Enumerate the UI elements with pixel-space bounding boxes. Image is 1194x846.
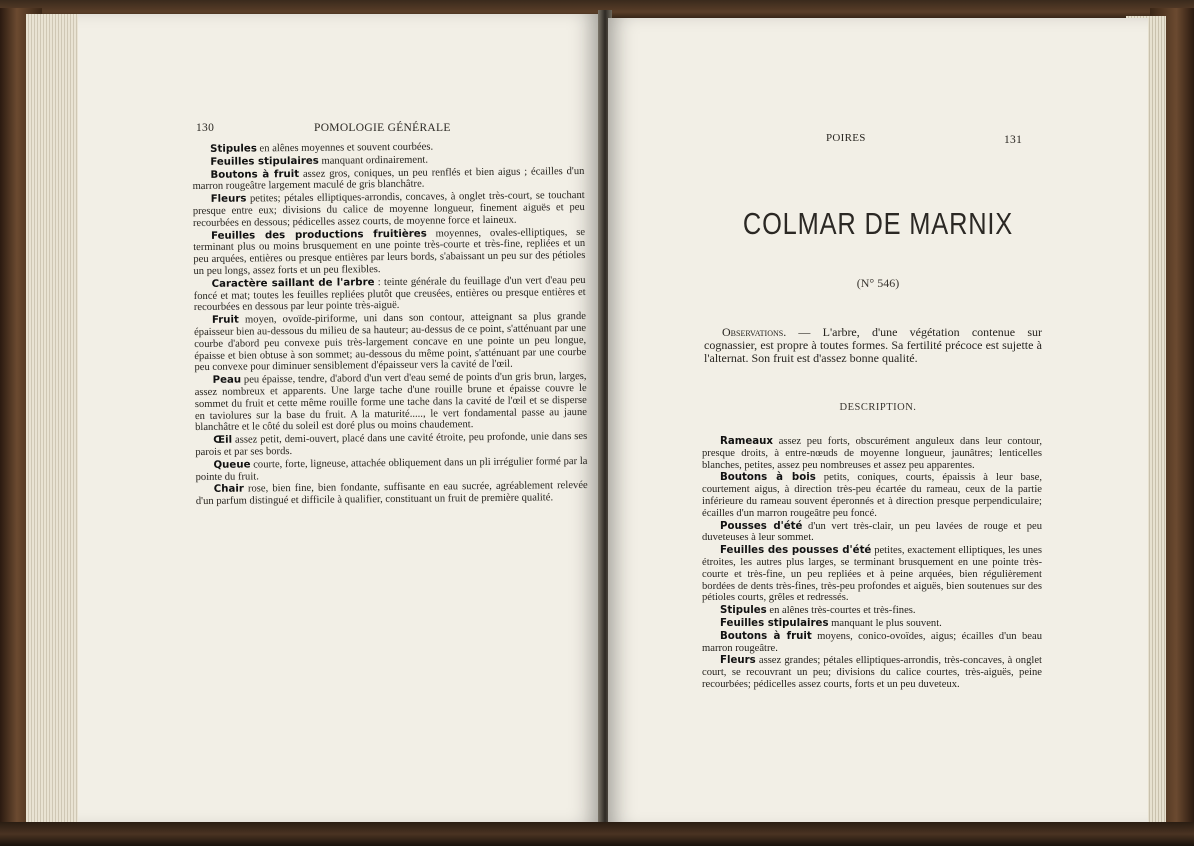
- description-paragraph: [702, 618, 1042, 630]
- paragraph-text: manquant ordinairement.: [318, 154, 429, 167]
- paragraph-label: Fleurs: [720, 655, 756, 667]
- paragraph-text: assez gros, coniques, un peu renflés et bien aigus ; écailles d'un marron rougeâtre largement maculé de gris blanchâtre.: [192, 165, 585, 193]
- paragraph-text: d'un vert très-clair, un peu lavées de rouge et peu duveteuses à leur sommet.: [702, 520, 1042, 544]
- paragraph-label: Feuilles stipulaires: [210, 155, 319, 168]
- left-page-number: 130: [196, 122, 215, 134]
- paragraph-text: assez petit, demi-ouvert, placé dans une cavité étroite, peu profonde, unie dans ses parois et par ses bords.: [195, 431, 588, 458]
- paragraph-label: Œil: [213, 434, 233, 446]
- book-bottom-edge: [0, 822, 1194, 846]
- paragraph-label: Boutons à bois: [720, 472, 816, 484]
- paragraph-text: : teinte générale du feuillage d'un vert d'eau peu foncé et mat; toutes les feuilles repliées plutôt que creusées, entières ou presque entières et recourbées en dessous par leur pointe très-aiguë.: [193, 274, 586, 314]
- description-paragraph: [195, 456, 587, 484]
- description-paragraph: [702, 605, 1042, 617]
- description-paragraph: [702, 436, 1042, 471]
- paragraph-label: Chair: [213, 483, 244, 496]
- paragraph-label: Caractère saillant de l'arbre: [211, 276, 375, 290]
- paragraph-text: petits, coniques, courts, épaissis à leur base, courtement aigus, à direction très-peu écartée du rameau, ceux de la partie inférieure du rameau souvent éperonnés et à direction presque perpendiculaire; écailles d'un marron rougeâtre peu foncé.: [702, 472, 1042, 519]
- paragraph-label: Feuilles stipulaires: [720, 617, 829, 629]
- description-paragraph: [702, 521, 1042, 545]
- description-paragraph: [195, 431, 587, 459]
- left-page-stack: [26, 14, 86, 826]
- right-text-column: [702, 436, 1042, 692]
- paragraph-text: courte, forte, ligneuse, attachée obliquement dans un pli irrégulier formé par la pointe du fruit.: [195, 455, 588, 483]
- paragraph-text: moyen, ovoïde-piriforme, uni dans son contour, atteignant sa plus grande épaisseur bien au-dessous du milieu de sa hauteur; au-dessus de ce point, s'atténuant par une courbe d'abord peu convexe puis très-largement concave en une pointe un peu longue, épaisse et bien obtuse à son sommet; au-dessous du même point, s'atténuant par une courbe peu convexe pour diminuer sensiblement d'épaisseur vers la cavité de l'œil.: [194, 311, 587, 374]
- paragraph-label: Peau: [212, 374, 242, 387]
- description-paragraph: [193, 227, 585, 278]
- paragraph-label: Stipules: [720, 605, 767, 617]
- paragraph-label: Stipules: [210, 143, 257, 155]
- paragraph-label: Boutons à fruit: [210, 168, 300, 181]
- paragraph-text: peu épaisse, tendre, d'abord d'un vert d'eau semé de points d'un gris brun, larges, assez nombreux et apparents. Une large tache d'une rouille brune et épaisse couvre le sommet du fruit et cette même rouille forme une tache dans la cavité de l'œil et se disperse en taviolures sur la base du fruit. A la maturité....., le vert fondamental passe au jaune blanchâtre et le côté du soleil est doré plus ou moins chaudement.: [194, 371, 587, 434]
- paragraph-text: en alênes très-courtes et très-fines.: [766, 605, 916, 617]
- left-text-column: [192, 140, 588, 509]
- right-page: [608, 18, 1148, 826]
- variety-title: COLMAR DE MARNIX: [742, 206, 1014, 241]
- paragraph-label: Rameaux: [720, 436, 773, 447]
- description-paragraph: [194, 311, 587, 374]
- paragraph-text: moyens, conico-ovoïdes, aigus; écailles d'un beau marron rougeâtre.: [702, 630, 1042, 654]
- paragraph-label: Boutons à fruit: [720, 630, 812, 642]
- paragraph-label: Pousses d'été: [720, 520, 803, 532]
- observations-label: Observations.: [722, 325, 787, 339]
- left-running-head: POMOLOGIE GÉNÉRALE: [314, 122, 451, 134]
- observations-text: — L'arbre, d'une végétation contenue sur cognassier, est propre à toutes formes. Sa fertilité précoce est sujette à l'alternat. Son fruit est d'assez bonne qualité.: [704, 325, 1042, 365]
- paragraph-label: Feuilles des productions fruitières: [211, 228, 427, 242]
- paragraph-text: en alênes moyennes et souvent courbées.: [256, 141, 434, 155]
- description-heading: DESCRIPTION.: [839, 402, 917, 413]
- description-paragraph: [702, 631, 1042, 655]
- description-paragraph: [195, 371, 588, 434]
- paragraph-text: rose, bien fine, bien fondante, suffisante en eau sucrée, agréablement relevée d'un parfum distingué et difficile à qualifier, constituant un fruit de première qualité.: [195, 480, 588, 508]
- paragraph-text: assez peu forts, obscurément anguleux dans leur contour, presque droits, à entre-nœuds de moyenne longueur, jaunâtres; lenticelles blanches, petites, assez peu nombreuses et assez peu apparentes.: [702, 436, 1042, 471]
- paragraph-label: Fruit: [211, 314, 239, 327]
- description-paragraph: [702, 472, 1042, 519]
- description-paragraph: [194, 275, 586, 314]
- description-paragraph: [192, 166, 584, 194]
- paragraph-text: petites; pétales elliptiques-arrondis, concaves, à onglet très-court, se touchant presque entre eux; divisions du calice de moyenne longueur, finement aiguës et peu recourbées en dessous; pédicelles assez courts, de moyenne force et laineux.: [192, 190, 585, 229]
- right-page-number: 131: [1004, 134, 1023, 146]
- paragraph-text: assez grandes; pétales elliptiques-arrondis, très-concaves, à onglet court, se recouvrant un peu; divisions du calice courtes, très-aiguës, peine recourbées; pédicelles assez courts, forts et un peu duveteux.: [702, 655, 1042, 690]
- paragraph-label: Queue: [213, 459, 251, 471]
- paragraph-text: manquant le plus souvent.: [828, 617, 942, 629]
- paragraph-label: Feuilles des pousses d'été: [720, 545, 872, 557]
- right-running-head: POIRES: [826, 132, 866, 144]
- observations-paragraph: [704, 326, 1042, 366]
- description-paragraph: [196, 480, 588, 508]
- paragraph-text: moyennes, ovales-elliptiques, se terminant plus ou moins brusquement en une pointe très-courte et très-fine, repliées et un peu arquées, entières ou presque entières par leurs bords, s'abaissant un peu sur des pétioles un peu longs, assez forts et un peu flexibles.: [193, 226, 586, 278]
- description-paragraph: [193, 190, 585, 229]
- description-paragraph: [702, 545, 1042, 604]
- variety-number: (N° 546): [856, 276, 900, 290]
- paragraph-label: Fleurs: [210, 193, 247, 206]
- left-page: [78, 14, 600, 824]
- paragraph-text: petites, exactement elliptiques, les unes étroites, les autres plus larges, se terminant brusquement en une pointe très-courte et très-fine, un peu repliées et à peine arquées, bien régulièrement bordées de dents très-fines, très-peu profondes et aiguës, bien soutenues sur des pétioles courts, grêles et redressés.: [702, 545, 1043, 604]
- description-paragraph: [702, 655, 1042, 690]
